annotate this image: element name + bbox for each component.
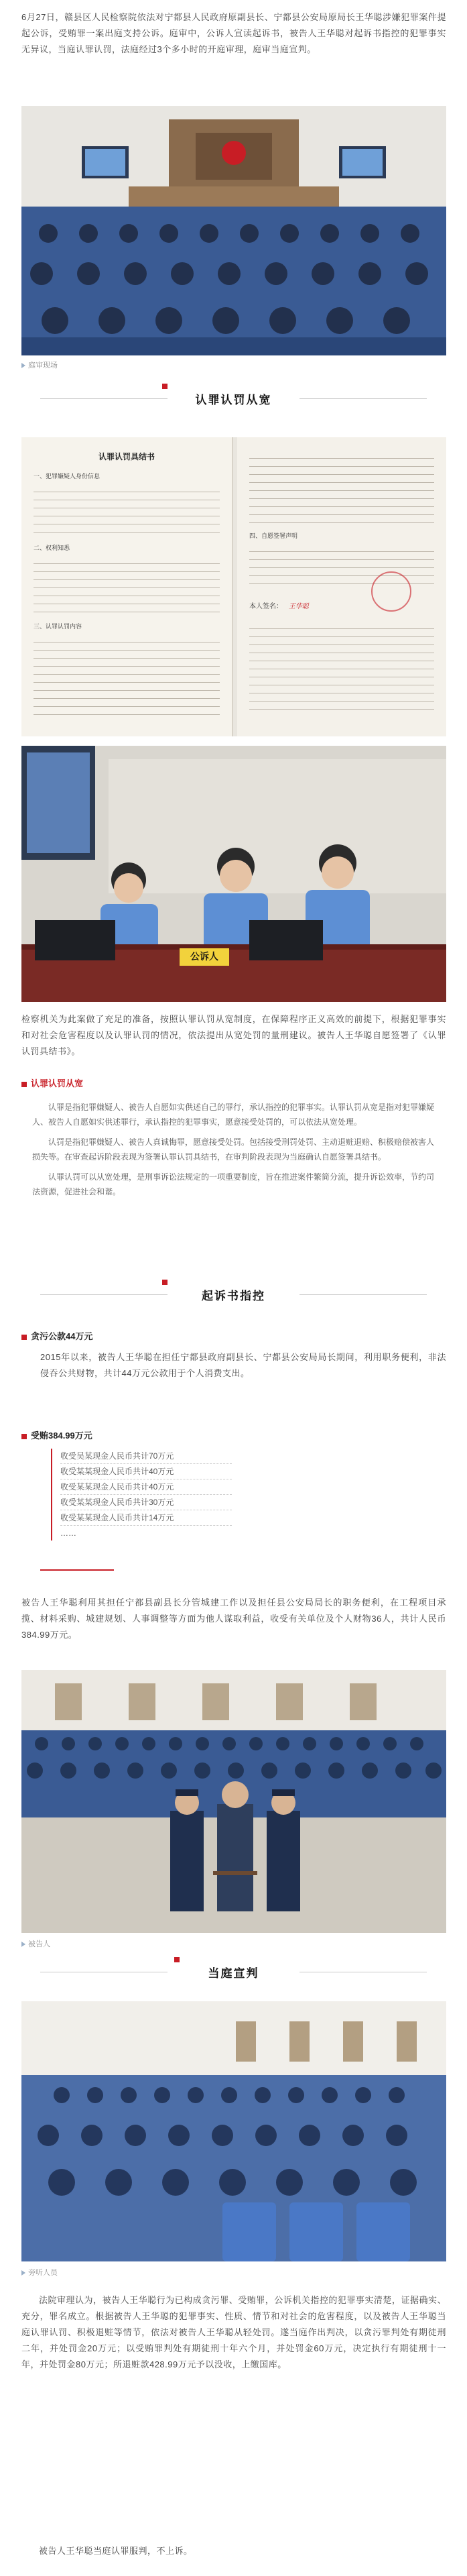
courtroom-photo [21, 106, 446, 355]
plea-paragraph: 认罪认罚可以从宽处理，是刑事诉讼法规定的一项重要制度，旨在推进案件繁简分流，提升诉讼效率，节约司法资源，促进社会和谐。 [32, 1172, 435, 1196]
plea-explanation [32, 1100, 434, 1199]
prosecutor-paragraph: 检察机关为此案做了充足的准备，按照认罪认罚从宽制度，在保障程序正义高效的前提下，根据犯罪事实和对社会危害程度以及认罪认罚的情况，依法提出从宽处罚的量刑建议。被告人王华聪自愿签署了《认罪认罚具结书》。 [21, 1014, 446, 1056]
document-heading: 一、犯罪嫌疑人身份信息 [34, 473, 101, 480]
bribe-paragraph: 被告人王华聪利用其担任宁都县副县长分管城建工作以及担任县公安局局长的职务便利，在工程项目承揽、材料采购、城建规划、人事调整等方面为他人谋取利益，收受有关单位及个人财物36人，共计人民币384.99万元。 [21, 1598, 446, 1640]
charge-title: 受贿384.99万元 [31, 1431, 92, 1441]
document-lines [249, 451, 434, 524]
corner-mark [162, 1280, 168, 1285]
divider [299, 398, 427, 399]
section-heading: 认罪认罚从宽 [195, 394, 272, 406]
signature-label: 本人签名： [249, 603, 283, 610]
document-heading: 三、认罪认罚内容 [34, 623, 82, 630]
bribe-item: …… [60, 1528, 76, 1538]
charge2-heading [21, 1429, 92, 1441]
document-lines [34, 556, 220, 616]
section-heading: 起诉书指控 [202, 1290, 265, 1302]
document-heading: 二、权利知悉 [34, 545, 70, 551]
intro-paragraph: 6月27日，赣县区人民检察院依法对宁都县人民政府原副县长、宁都县公安局原局长王华聪涉嫌犯罪案件提起公诉，受贿罪一案出庭支持公诉。庭审中，公诉人宣读起诉书，被告人王华聪对起诉书指控的犯罪事实无异议，当庭认罪认罚，法庭经过3个多小时的开庭审理，庭审当庭宣判。 [21, 12, 446, 54]
section-heading: 当庭宣判 [208, 1967, 259, 1980]
charge1-heading [21, 1329, 92, 1342]
bribe-item: 收受某某现金人民币共计30万元 [60, 1495, 232, 1510]
bullet-icon [21, 1082, 27, 1087]
signature: 王华聪 [288, 603, 309, 610]
corner-mark [162, 384, 168, 389]
photo-caption: 庭审现场 [21, 359, 446, 370]
bribe-item: 收受吴某现金人民币共计70万元 [60, 1449, 232, 1464]
plea-subheading [21, 1076, 83, 1089]
document-left [21, 437, 233, 736]
prosecutors-photo [21, 746, 446, 1002]
triangle-icon [21, 363, 25, 368]
plea-paragraph: 认罪是指犯罪嫌疑人、被告人自愿如实供述自己的罪行，承认指控的犯罪事实。认罪认罚从宽是指对犯罪嫌疑人、被告人自愿如实供述罪行，承认指控的犯罪事实，愿意接受处罚的，可以依法从宽处理。 [32, 1103, 435, 1127]
section-title-verdict [0, 1952, 467, 1992]
audience-photo [21, 2001, 446, 2261]
bribe-item: 收受某某现金人民币共计14万元 [60, 1510, 232, 1526]
plea-documents-photo [21, 437, 446, 736]
section-title-indictment [0, 1274, 467, 1314]
triangle-icon [21, 2270, 25, 2276]
document-heading: 四、自愿签署声明 [249, 533, 298, 539]
document-title: 认罪认罚具结书 [98, 452, 155, 461]
document-lines [34, 634, 220, 722]
red-horizontal-rule [40, 1569, 114, 1571]
corner-mark [174, 1957, 180, 1962]
bribe-list [51, 1449, 232, 1541]
prosecutor-nameplate: 公诉人 [180, 948, 229, 966]
divider [299, 1294, 427, 1295]
document-right [237, 437, 446, 736]
charge-title: 贪污公款44万元 [31, 1331, 93, 1341]
photo-caption: 被告人 [21, 1938, 446, 1949]
triangle-icon [21, 1942, 25, 1947]
charge1-text: 2015年以来，被告人王华聪在担任宁都县政府副县长、宁都县公安局局长期间，利用职务便利，非法侵吞公共财物，共计44万元公款用于个人消费支出。 [40, 1352, 446, 1378]
document-lines [34, 484, 220, 538]
bullet-icon [21, 1335, 27, 1340]
bullet-icon [21, 1434, 27, 1439]
plea-paragraph: 认罚是指犯罪嫌疑人、被告人真诚悔罪，愿意接受处罚。包括接受刑罚处罚、主动退赃退赔、积极赔偿被害人损失等。在审查起诉阶段表现为签署认罪认罚具结书，在审判阶段表现为当庭确认自愿签署具结书。 [32, 1137, 435, 1162]
subheading-text: 认罪认罚从宽 [31, 1078, 84, 1088]
section-title-plea [0, 378, 467, 418]
defendant-photo [21, 1670, 446, 1933]
final-paragraph: 被告人王华聪当庭认罪服判，不上诉。 [39, 2546, 193, 2556]
photo-caption: 旁听人员 [21, 2267, 446, 2278]
bribe-item: 收受某某现金人民币共计40万元 [60, 1479, 232, 1495]
verdict-paragraph: 法院审理认为，被告人王华聪行为已构成贪污罪、受贿罪，公诉机关指控的犯罪事实清楚，证据确实、充分，罪名成立。根据被告人王华聪的犯罪事实、性质、情节和对社会的危害程度，以及被告人王华聪当庭认罪认罚、积极退赃等情节，依法对被告人王华聪从轻处罚。遂当庭作出判决，以贪污罪判处有期徒刑二年，并处罚金20万元；以受贿罪判处有期徒刑十年六个月，并处罚金60万元，决定执行有期徒刑十一年，并处罚金80万元；所退赃款428.99万元予以没收，上缴国库。 [21, 2295, 446, 2369]
bribe-item: 收受某某现金人民币共计40万元 [60, 1464, 232, 1479]
document-lines [249, 621, 434, 715]
red-stamp [371, 571, 411, 612]
